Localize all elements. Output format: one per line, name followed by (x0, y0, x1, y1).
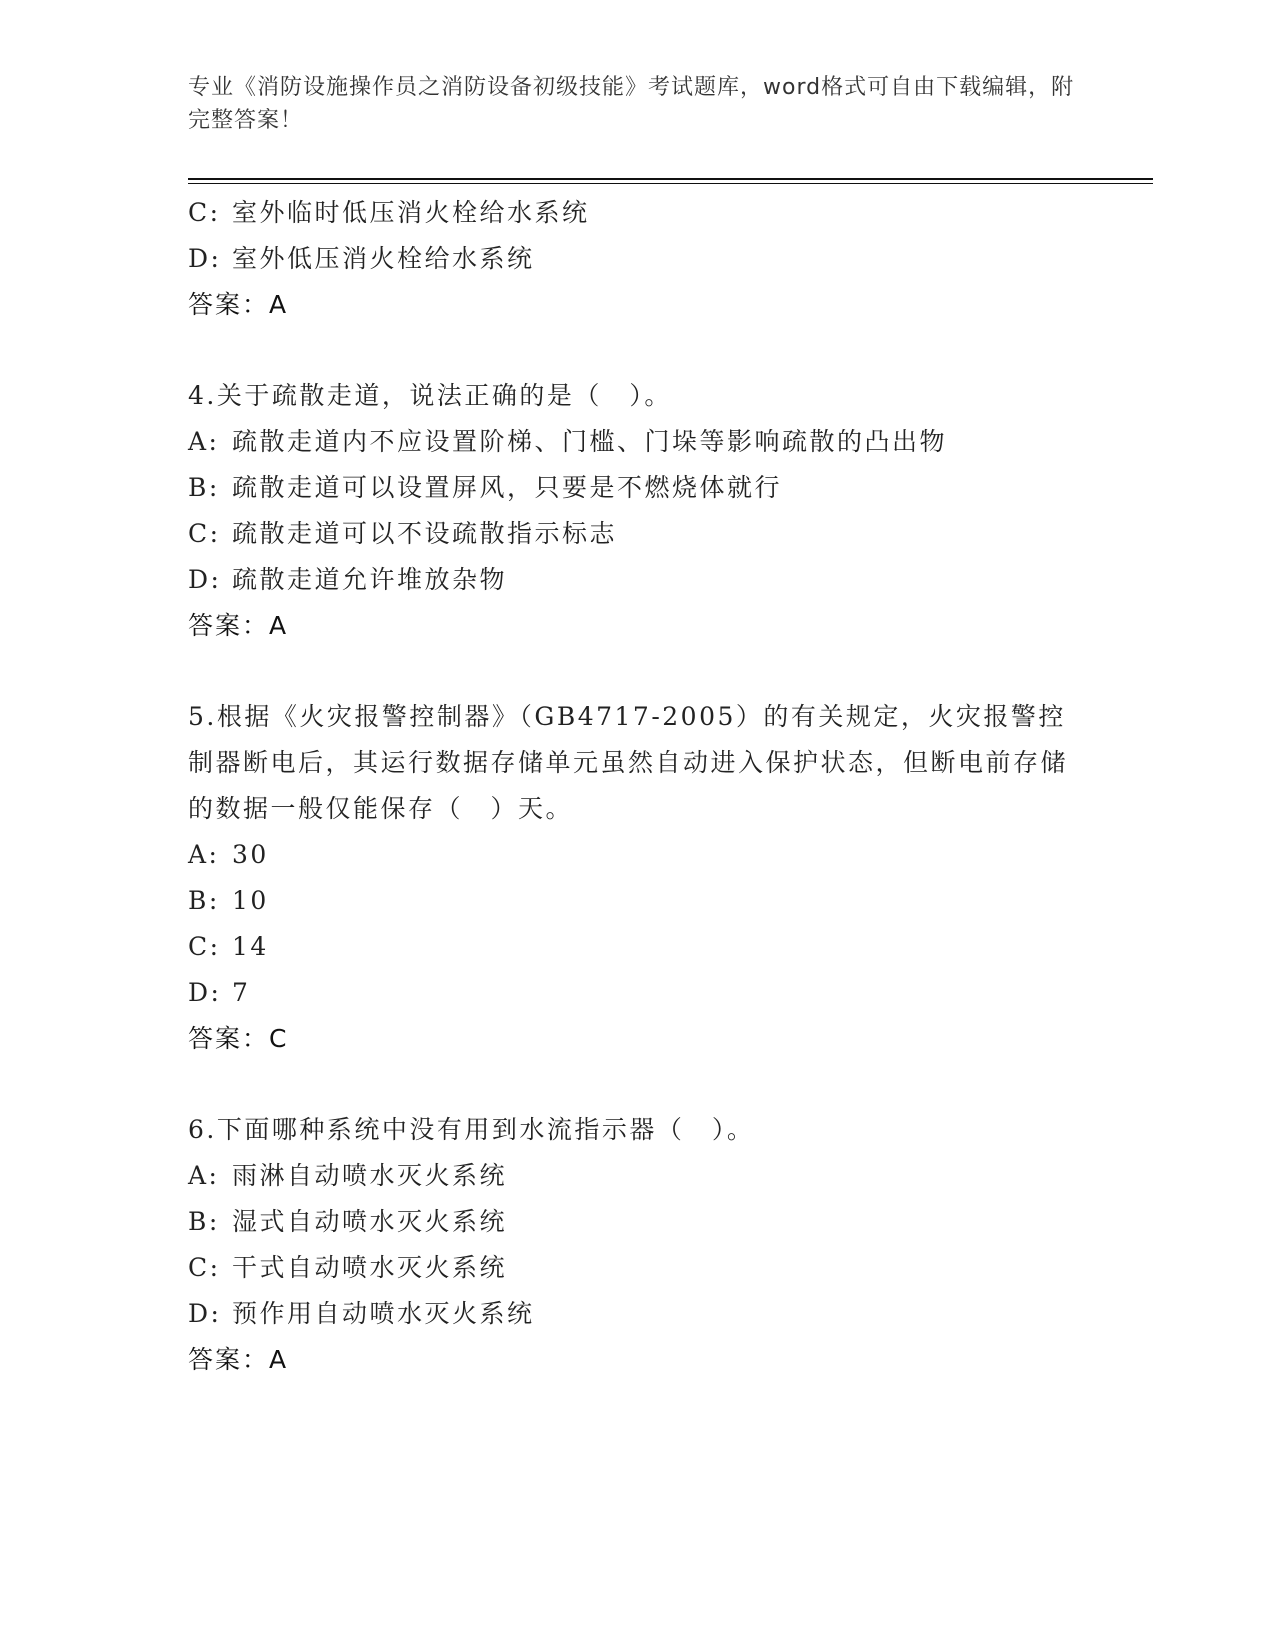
option-d (188, 1291, 1148, 1337)
answer: 答案：C (188, 1024, 289, 1053)
option-label: C: (188, 198, 221, 227)
header-rule-thin (188, 183, 1153, 184)
option-text: 湿式自动喷水灭火系统 (232, 1207, 508, 1236)
header-rule-thick (188, 178, 1153, 180)
option-text: 30 (232, 840, 269, 869)
option-text: 疏散走道可以设置屏风，只要是不燃烧体就行 (232, 473, 783, 502)
option-b (188, 465, 1148, 511)
option-label: C: (188, 932, 221, 961)
option-label: C: (188, 519, 221, 548)
option-text: 疏散走道可以不设疏散指示标志 (232, 519, 618, 548)
option-d (188, 557, 1148, 603)
option-label: A: (188, 1161, 220, 1190)
continued-question (188, 190, 1148, 328)
document-header: 专业《消防设施操作员之消防设备初级技能》考试题库，word格式可自由下载编辑，附完整答案！ (188, 75, 1075, 133)
question-6 (188, 1107, 1148, 1383)
option-d (188, 970, 1148, 1016)
option-label: D: (188, 565, 222, 594)
option-a (188, 419, 1148, 465)
option-c (188, 511, 1148, 557)
option-c (188, 1245, 1148, 1291)
question-content (188, 190, 1148, 1383)
option-a (188, 1153, 1148, 1199)
option-text: 疏散走道允许堆放杂物 (232, 565, 508, 594)
option-label: C: (188, 1253, 221, 1282)
option-text: 10 (232, 886, 269, 915)
option-c (188, 924, 1148, 970)
answer: 答案：A (188, 290, 289, 319)
option-d (188, 236, 1148, 282)
option-c (188, 190, 1148, 236)
answer: 答案：A (188, 611, 289, 640)
option-text: 干式自动喷水灭火系统 (232, 1253, 508, 1282)
option-label: B: (188, 886, 220, 915)
option-text: 7 (232, 978, 251, 1007)
option-b (188, 878, 1148, 924)
question-5 (188, 694, 1148, 1062)
option-text: 室外低压消火栓给水系统 (232, 244, 535, 273)
option-text: 14 (232, 932, 269, 961)
option-label: A: (188, 427, 220, 456)
option-b (188, 1199, 1148, 1245)
option-text: 室外临时低压消火栓给水系统 (232, 198, 590, 227)
option-a (188, 832, 1148, 878)
answer: 答案：A (188, 1345, 289, 1374)
question-text: 6.下面哪种系统中没有用到水流指示器（ ）。 (188, 1115, 755, 1144)
question-text: 4.关于疏散走道，说法正确的是（ ）。 (188, 381, 672, 410)
option-label: D: (188, 244, 222, 273)
option-label: A: (188, 840, 220, 869)
option-label: D: (188, 978, 222, 1007)
option-text: 预作用自动喷水灭火系统 (232, 1299, 535, 1328)
question-4 (188, 373, 1148, 649)
option-label: D: (188, 1299, 222, 1328)
option-text: 疏散走道内不应设置阶梯、门槛、门垛等影响疏散的凸出物 (232, 427, 948, 456)
option-label: B: (188, 1207, 220, 1236)
option-label: B: (188, 473, 220, 502)
option-text: 雨淋自动喷水灭火系统 (232, 1161, 508, 1190)
question-text: 5.根据《火灾报警控制器》（GB4717-2005）的有关规定，火灾报警控制器断电后，其运行数据存储单元虽然自动进入保护状态，但断电前存储的数据一般仅能保存（ ）天。 (188, 702, 1069, 823)
